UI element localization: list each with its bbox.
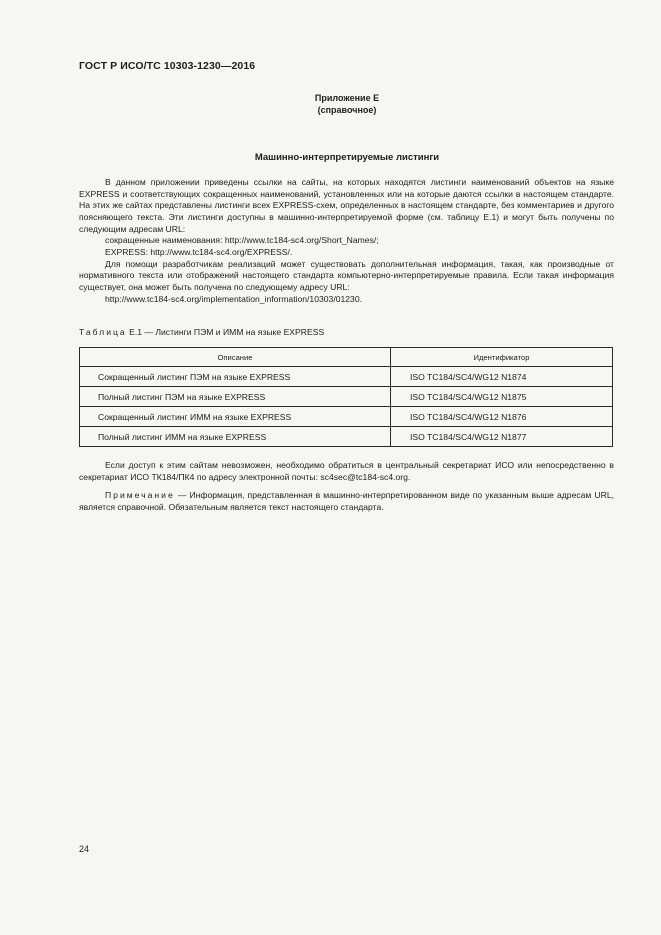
note-label: Примечание (105, 490, 175, 501)
paragraph-express-url: EXPRESS: http://www.tc184-sc4.org/EXPRESS/. (105, 246, 293, 257)
row-identifier: ISO TC184/SC4/WG12 N1876 (391, 407, 613, 427)
note (79, 490, 614, 513)
table-header-row (80, 348, 613, 367)
header-identifier: Идентификатор (391, 348, 613, 367)
section-title: Машинно-интерпретируемые листинги (254, 152, 440, 163)
row-description: Полный листинг ИММ на языке EXPRESS (80, 427, 391, 447)
header-description: Описание (80, 348, 391, 367)
row-identifier: ISO TC184/SC4/WG12 N1877 (391, 427, 613, 447)
appendix-title: Приложение Е (314, 93, 380, 103)
table-caption (79, 327, 324, 337)
table-row (80, 387, 613, 407)
row-description: Полный листинг ПЭМ на языке EXPRESS (80, 387, 391, 407)
listings-table (79, 347, 613, 447)
paragraph-implementation-url: http://www.tc184-sc4.org/implementation_information/10303/01230. (105, 293, 363, 304)
body-text (79, 177, 614, 305)
table-row (80, 427, 613, 447)
row-identifier: ISO TC184/SC4/WG12 N1875 (391, 387, 613, 407)
table-caption-label: Таблица (79, 327, 127, 337)
table-caption-text: Е.1 — Листинги ПЭМ и ИММ на языке EXPRESS (129, 327, 325, 337)
row-description: Сокращенный листинг ИММ на языке EXPRESS (80, 407, 391, 427)
paragraph-contact: Если доступ к этим сайтам невозможен, необходимо обратиться в центральный секретариат ИСО или непосредственно в секретариат ИСО ТК184/ПК4 по адресу электронной почты: sc4sec@tc184-sc4.org. (79, 460, 614, 482)
table-row (80, 367, 613, 387)
paragraph-short-names-url: сокращенные наименования: http://www.tc184-sc4.org/Short_Names/; (105, 235, 379, 246)
paragraph-implementation-info: Для помощи разработчикам реализаций может существовать дополнительная информация, такая, как производные от нормативного текста или отображений настоящего стандарта компьютерно-интерпретируемые правила. Если такая информация существует, она может быть получена по следующему адресу URL: (79, 258, 614, 292)
row-identifier: ISO TC184/SC4/WG12 N1874 (391, 367, 613, 387)
after-table-text (79, 460, 614, 514)
page-number: 24 (79, 844, 90, 854)
table-row (80, 407, 613, 427)
paragraph-intro: В данном приложении приведены ссылки на сайты, на которых находятся листинги наименований объектов на языке EXPRESS и соответствующих сокращенных наименований, установленных или на которые даются ссылки в настоящем стандарте. На этих же сайтах представлены листинги всех EXPRESS-схем, определенных в настоящем стандарте, без комментариев и другого поясняющего текста. Эти листинги доступны в машинно-интерпретируемой форме (см. таблицу Е.1) и могут быть получены по следующим адресам URL: (79, 177, 614, 234)
note-text: — Информация, представленная в машинно-интерпретированном виде по указанным выше адресам URL, является справочной. Обязательным является текст настоящего стандарта. (79, 490, 614, 512)
row-description: Сокращенный листинг ПЭМ на языке EXPRESS (80, 367, 391, 387)
document-header-standard: ГОСТ Р ИСО/ТС 10303-1230—2016 (79, 60, 256, 72)
appendix-subtitle: (справочное) (317, 105, 377, 115)
appendix-heading (0, 92, 661, 116)
